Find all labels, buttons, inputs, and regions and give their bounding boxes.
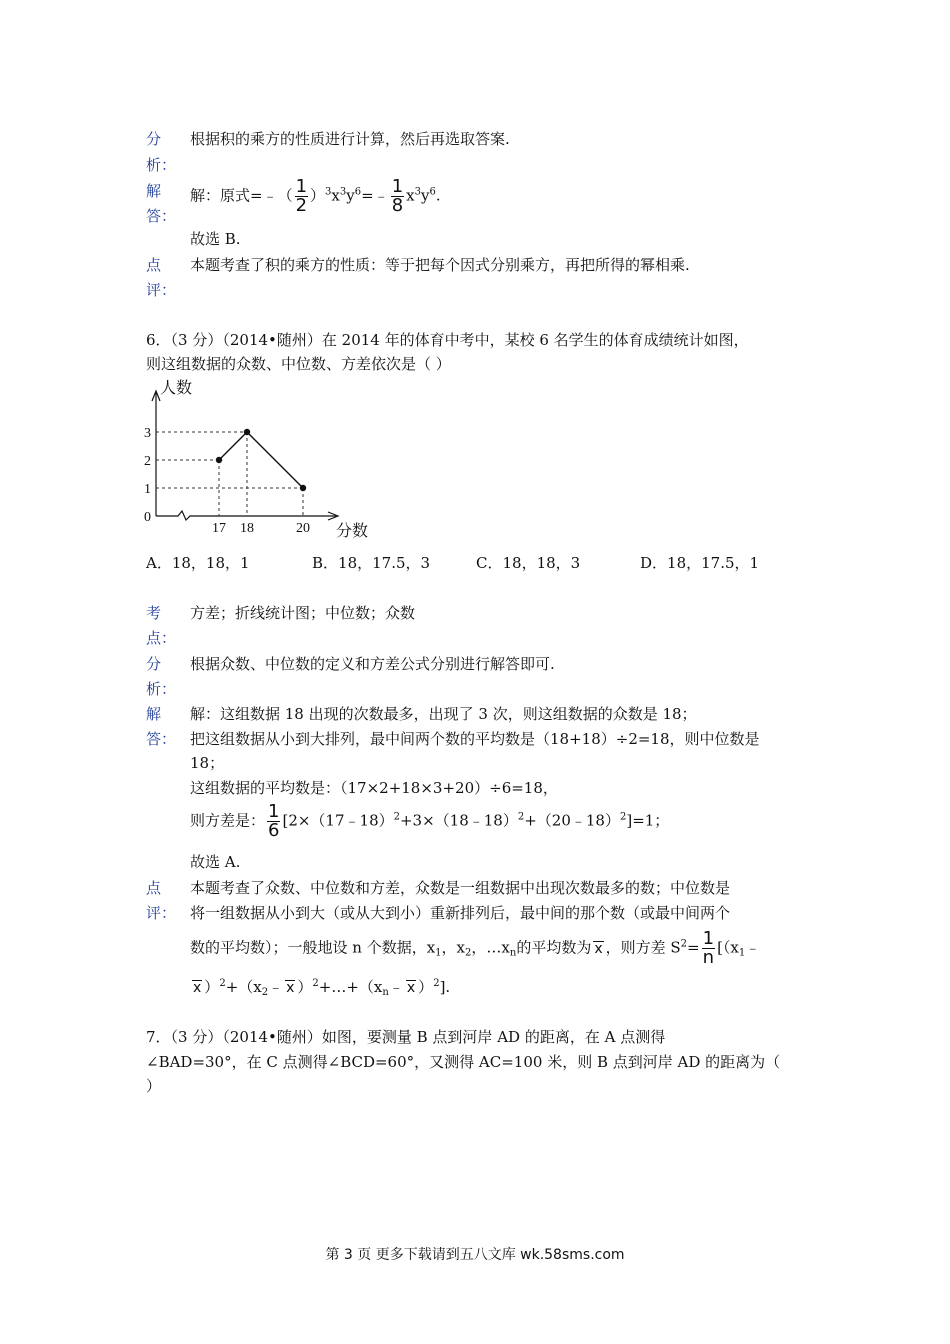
y-tick-label: 3 xyxy=(144,426,151,441)
y-tick-label: 2 xyxy=(144,454,151,469)
q5-dianping-label-2: 评： xyxy=(146,281,177,299)
q6-variance-line: 则方差是： $\frac{1}{6}$ [2×（17﹣18）$^2$+3×（18﹣18）$^2$+（20﹣18）$^2$]=1； xyxy=(190,801,670,841)
q6-kaodian-label-1: 考 xyxy=(146,604,162,622)
q5-solution: 解：原式=﹣（ $\frac{1}{2}$ ）$^3x^3y^6=﹣$ $\frac{1}{8}$ $x^3y^6$. xyxy=(190,176,441,216)
q5-fenxi-label-1: 分 xyxy=(146,130,162,148)
x-axis xyxy=(156,511,336,520)
q6-line-chart xyxy=(136,375,376,545)
q6-solution-line1: 解：这组数据 18 出现的次数最多，出现了 3 次，则这组数据的众数是 18； xyxy=(190,705,697,723)
q5-jieda-label-1: 解 xyxy=(146,182,162,200)
q6-solution-line3: 18； xyxy=(190,754,225,772)
q6-dianping-label-2: 评： xyxy=(146,904,177,922)
q6-stem-line1: 6．（3 分）（2014•随州）在 2014 年的体育中考中，某校 6 名学生的体育成绩统计如图， xyxy=(146,331,749,349)
option-b: B．18，17.5，3 xyxy=(312,554,431,572)
q5-fenxi-label-2: 析： xyxy=(146,156,177,174)
data-point xyxy=(244,429,250,435)
page-footer: 第 3 页 更多下载请到五八文库 wk.58sms.com xyxy=(325,1247,625,1263)
q7-line1: 7．（3 分）（2014•随州）如图，要测量 B 点到河岸 AD 的距离，在 A 点测得 xyxy=(146,1028,666,1046)
q5-dianping-text: 本题考查了积的乘方的性质：等于把每个因式分别乘方，再把所得的幂相乘. xyxy=(190,256,690,274)
fraction-one-over-n: $\frac{1}{n}$ xyxy=(702,928,715,968)
q6-kaodian-label-2: 点： xyxy=(146,629,177,647)
q6-dianping-line3: 数的平均数）；一般地设 n 个数据，$x_1$，$x_2$，$\dots x_n$的平均数为 x ，则方差 $S^2=$ $\frac{1}{n}$ [（$x_1﹣$ xyxy=(190,928,761,968)
q6-fenxi-label-2: 析： xyxy=(146,680,177,698)
y-axis-label: 人数 xyxy=(160,380,193,397)
q6-solution-line4: 这组数据的平均数是：（17×2+18×3+20）÷6=18， xyxy=(190,779,558,797)
data-point xyxy=(216,457,222,463)
q7-line3: ） xyxy=(146,1077,162,1095)
q6-kaodian-text: 方差；折线统计图；中位数；众数 xyxy=(190,604,416,622)
q6-jieda-label-1: 解 xyxy=(146,705,162,723)
q6-fenxi-label-1: 分 xyxy=(146,655,162,673)
q6-dianping-line1: 本题考查了众数、中位数和方差，众数是一组数据中出现次数最多的数；中位数是 xyxy=(190,879,731,897)
q6-dianping-line2: 将一组数据从小到大（或从大到小）重新排列后，最中间的那个数（或最中间两个 xyxy=(190,904,731,922)
q6-jieda-label-2: 答： xyxy=(146,730,177,748)
y-tick-label: 1 xyxy=(144,482,151,497)
option-c: C．18，18，3 xyxy=(476,554,581,572)
x-tick-label: 17 xyxy=(212,521,226,536)
fraction-half: $\frac{1}{2}$ xyxy=(295,176,308,216)
fraction-eighth: $\frac{1}{8}$ xyxy=(391,176,404,216)
q6-dianping-line4: x ）$^2+(x_2﹣$ x ）$^2+\dots+(x_n﹣$ x ）$^2$]. xyxy=(193,978,451,998)
q6-stem-line2: 则这组数据的众数、中位数、方差依次是（ ） xyxy=(146,355,451,373)
q6-dianping-label-1: 点 xyxy=(146,879,162,897)
q5-dianping-label-1: 点 xyxy=(146,256,162,274)
q6-answer: 故选 A. xyxy=(190,853,241,871)
x-tick-label: 20 xyxy=(296,521,310,536)
q7-line2: ∠BAD=30°，在 C 点测得∠BCD=60°，又测得 AC=100 米，则 B 点到河岸 AD 的距离为（ xyxy=(146,1053,781,1071)
q6-solution-line2: 把这组数据从小到大排列，最中间两个数的平均数是（18+18）÷2=18，则中位数是 xyxy=(190,730,760,748)
q6-fenxi-text: 根据众数、中位数的定义和方差公式分别进行解答即可. xyxy=(190,655,555,673)
q5-answer: 故选 B. xyxy=(190,230,241,248)
x-axis-label: 分数 xyxy=(336,523,369,540)
q5-fenxi-text: 根据积的乘方的性质进行计算，然后再选取答案. xyxy=(190,130,510,148)
option-d: D．18，17.5，1 xyxy=(640,554,760,572)
y-tick-label: 0 xyxy=(144,510,151,525)
option-a: A．18，18，1 xyxy=(146,554,250,572)
fraction-sixth: $\frac{1}{6}$ xyxy=(268,801,280,841)
data-point xyxy=(300,485,306,491)
q5-jieda-label-2: 答： xyxy=(146,207,177,225)
series-line xyxy=(219,432,303,488)
x-tick-label: 18 xyxy=(240,521,254,536)
